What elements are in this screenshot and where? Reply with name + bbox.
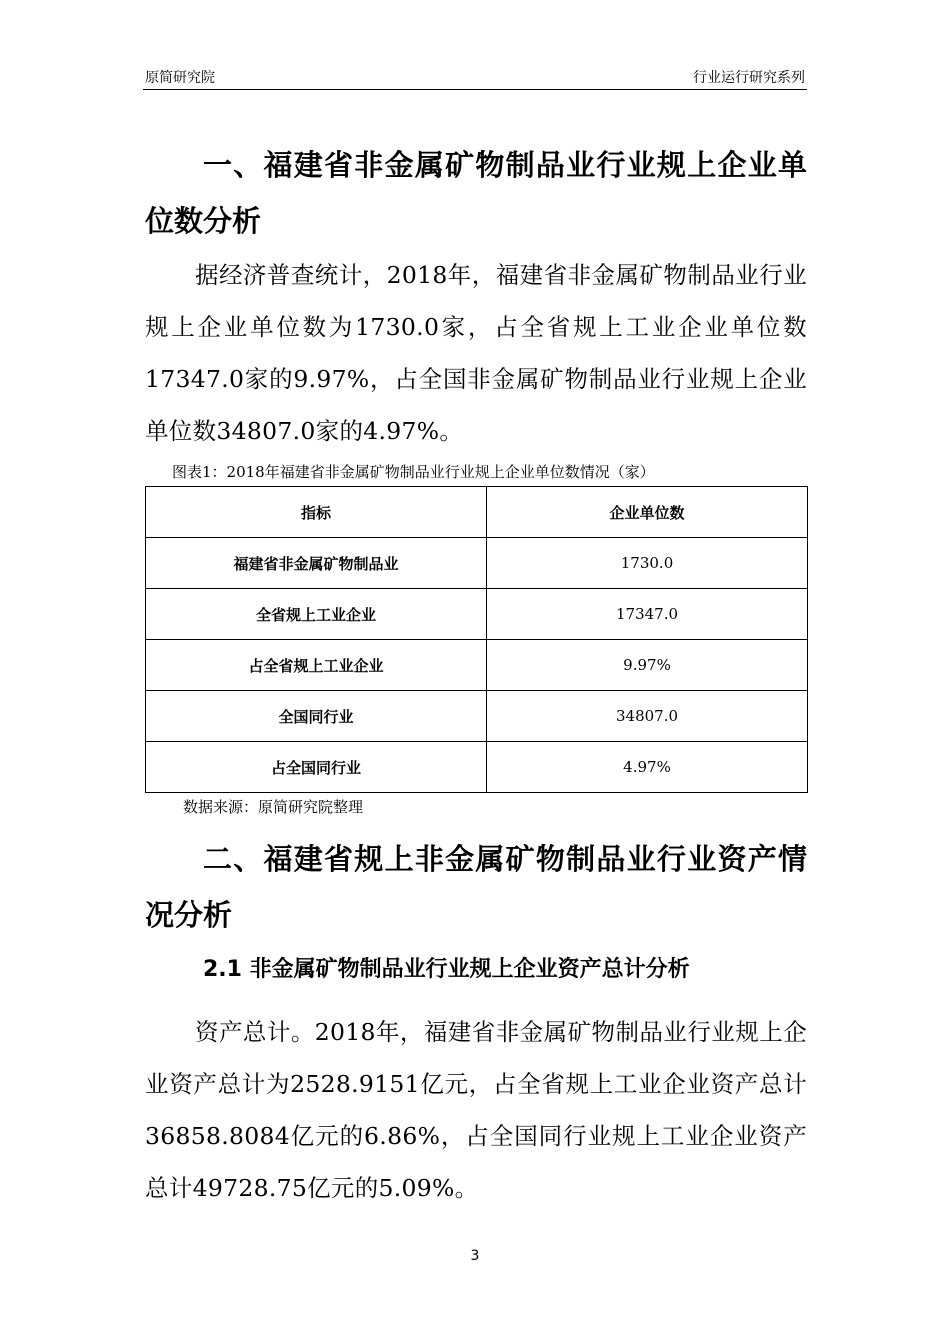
table-header-count: 企业单位数 [487, 487, 808, 538]
row-label: 福建省非金属矿物制品业 [146, 538, 487, 589]
row-value: 17347.0 [487, 589, 808, 640]
table-row [146, 589, 808, 640]
row-value: 1730.0 [487, 538, 808, 589]
row-label: 占全国同行业 [146, 742, 487, 793]
header-series-name: 行业运行研究系列 [693, 70, 805, 86]
header-divider [143, 89, 807, 90]
table-row [146, 691, 808, 742]
header-org-name: 原简研究院 [145, 70, 215, 86]
row-value: 9.97% [487, 640, 808, 691]
section-2-paragraph: 资产总计。2018年，福建省非金属矿物制品业行业规上企业资产总计为2528.9151亿元，占全省规上工业企业资产总计36858.8084亿元的6.86%，占全国同行业规上工业企业资产总计49728.75亿元的5.09%。 [145, 1018, 807, 1202]
row-value: 4.97% [487, 742, 808, 793]
table-header-indicator: 指标 [146, 487, 487, 538]
table-row [146, 640, 808, 691]
row-label: 全省规上工业企业 [146, 589, 487, 640]
section-2-heading: 二、福建省规上非金属矿物制品业行业资产情况分析 [145, 842, 807, 932]
row-label: 占全省规上工业企业 [146, 640, 487, 691]
table-row [146, 742, 808, 793]
table-row [146, 538, 808, 589]
table-caption: 图表1：2018年福建省非金属矿物制品业行业规上企业单位数情况（家） [172, 463, 655, 481]
table-header-row [146, 487, 808, 538]
table-source-note: 数据来源：原简研究院整理 [183, 798, 364, 816]
row-label: 全国同行业 [146, 691, 487, 742]
section-1-paragraph: 据经济普查统计，2018年，福建省非金属矿物制品业行业规上企业单位数为1730.0家，占全省规上工业企业单位数17347.0家的9.97%，占全国非金属矿物制品业行业规上企业单位数34807.0家的4.97%。 [145, 261, 807, 445]
row-value: 34807.0 [487, 691, 808, 742]
section-1-heading: 一、福建省非金属矿物制品业行业规上企业单位数分析 [145, 148, 807, 238]
enterprise-count-table [145, 486, 808, 793]
subsection-2-1-heading: 2.1 非金属矿物制品业行业规上企业资产总计分析 [203, 957, 690, 982]
page-number: 3 [470, 1248, 480, 1264]
